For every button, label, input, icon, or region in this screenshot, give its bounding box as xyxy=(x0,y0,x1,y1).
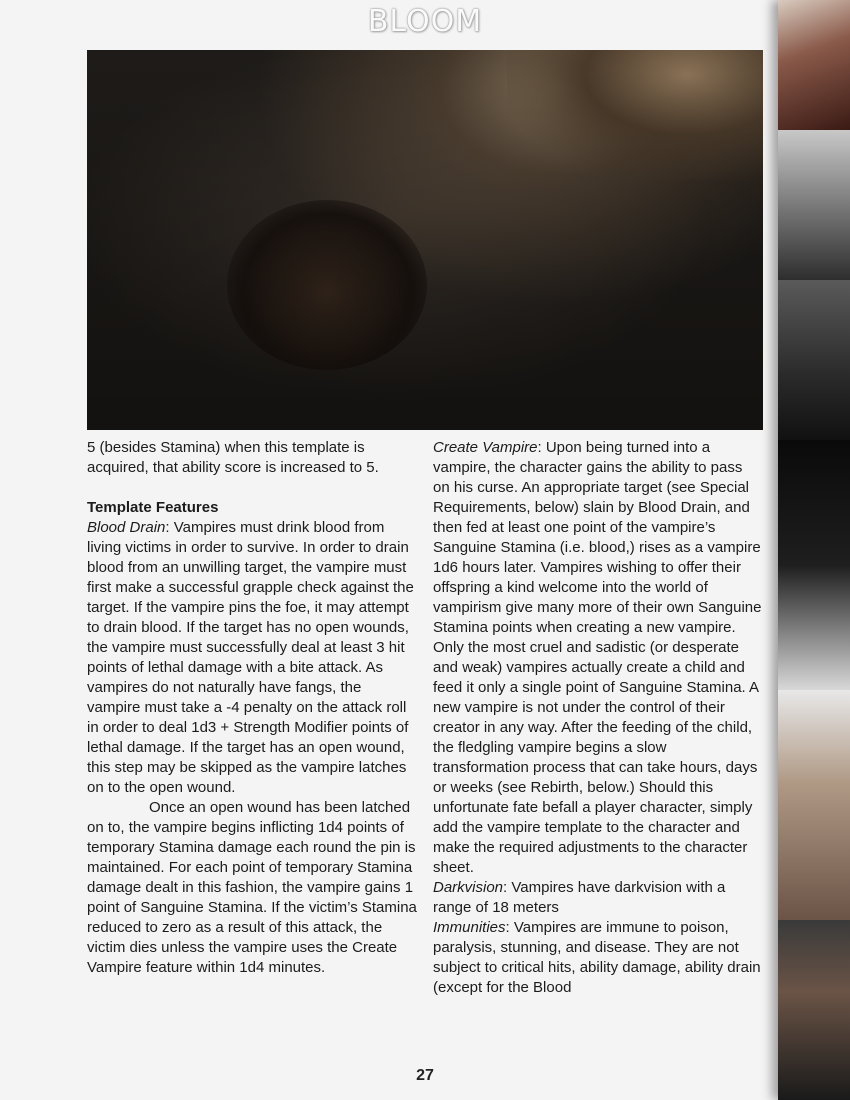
strip-photo xyxy=(778,280,850,440)
immunities-term: Immunities xyxy=(433,919,506,936)
intro-paragraph: 5 (besides Stamina) when this template is acquired, that ability score is increased to 5. xyxy=(87,439,379,476)
right-column xyxy=(433,438,763,998)
immunities-text: : Vampires are immune to poison, paralysis, stunning, and disease. They are not subject to critical hits, ability damage, ability drain (except for the Blood xyxy=(433,919,761,996)
blood-drain-paragraph xyxy=(87,518,417,798)
darkvision-text: : Vampires have darkvision with a range of 18 meters xyxy=(433,879,726,916)
create-vampire-text: : Upon being turned into a vampire, the character gains the ability to pass on his curse. An appropriate target (see Special Requirements, below) slain by Blood Drain, and then fed at least one point of the vampire’s Sanguine Stamina (i.e. blood,) rises as a vampire 1d6 hours later. Vampires wishing to offer their offspring a kind welcome into the world of vampirism give many more of their own Sanguine Stamina points when creating a new vampire. Only the most cruel and sadistic (or desperate and weak) vampires actually create a child and feed it only a single point of Sanguine Stamina. A new vampire is not under the control of their creator in any way. After the feeding of the child, the fledgling vampire begins a slow transformation process that can take hours, days or weeks (see Rebirth, below.) Should this unfortunate fate befall a player character, simply add the vampire template to the character and make the required adjustments to the character sheet. xyxy=(433,439,762,876)
photo-strip xyxy=(778,0,850,1100)
immunities-paragraph xyxy=(433,918,763,998)
page-title: BLOOM xyxy=(367,4,483,39)
hero-photo xyxy=(87,50,763,430)
blood-drain-term: Blood Drain xyxy=(87,519,166,536)
strip-photo xyxy=(778,130,850,280)
create-vampire-paragraph xyxy=(433,438,763,878)
strip-photo xyxy=(778,690,850,920)
create-vampire-term: Create Vampire xyxy=(433,439,538,456)
section-heading: Template Features xyxy=(87,499,219,516)
strip-photo xyxy=(778,440,850,690)
darkvision-term: Darkvision xyxy=(433,879,504,896)
blood-drain-text: : Vampires must drink blood from living victims in order to survive. In order to drain blood from an unwilling target, the vampire must first make a successful grapple check against the target. If the vampire pins the foe, it may attempt to drain blood. If the target has no open wounds, the vampire must successfully deal at least 3 hit points of lethal damage with a bite attack. As vampires do not naturally have fangs, the vampire must take a -4 penalty on the attack roll in order to deal 1d3 + Strength Modifier points of lethal damage. If the target has an open wound, this step may be skipped as the vampire latches on to the open wound. xyxy=(87,519,414,796)
page-number: 27 xyxy=(416,1067,434,1084)
left-column xyxy=(87,438,417,978)
strip-photo xyxy=(778,0,850,130)
open-wound-paragraph: Once an open wound has been latched on to, the vampire begins inflicting 1d4 points of temporary Stamina damage each round the pin is maintained. For each point of temporary Stamina damage dealt in this fashion, the vampire gains 1 point of Sanguine Stamina. If the victim’s Stamina reduced to zero as a result of this attack, the victim dies unless the vampire uses the Create Vampire feature within 1d4 minutes. xyxy=(87,799,417,976)
darkvision-paragraph xyxy=(433,878,763,918)
